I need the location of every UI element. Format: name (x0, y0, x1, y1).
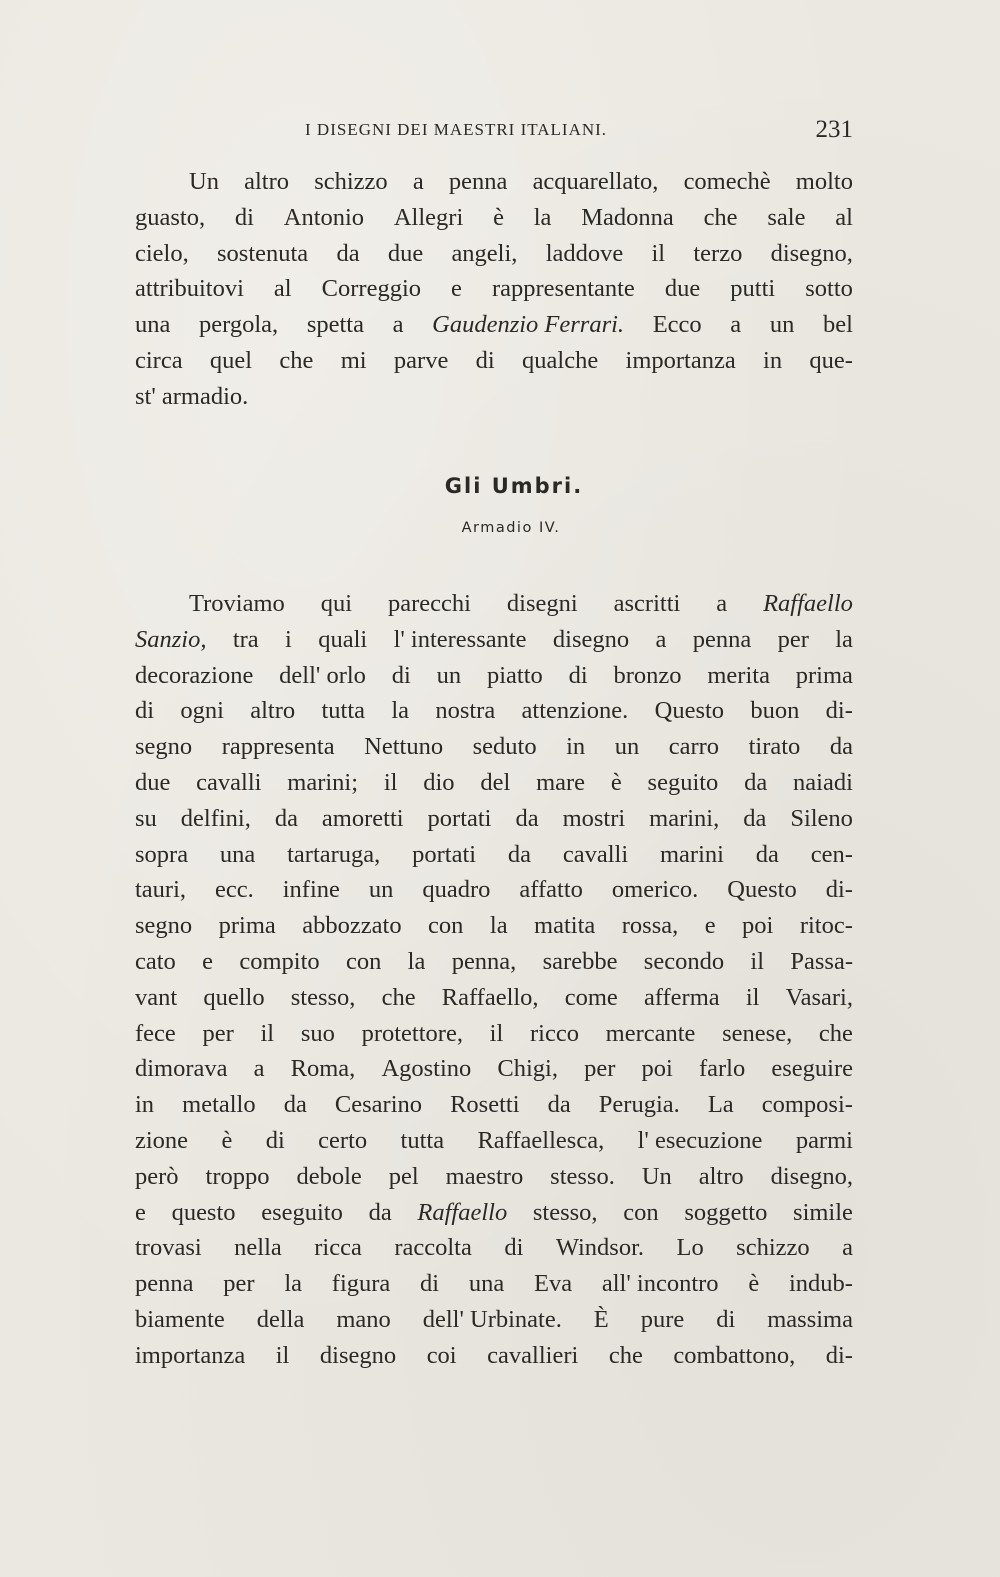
text-line (135, 1195, 853, 1231)
word: da (368, 1198, 392, 1226)
text-line (135, 586, 853, 622)
word: rappresentante (491, 275, 635, 303)
word: poi (641, 1055, 673, 1083)
word: di (234, 203, 254, 231)
text-line (135, 980, 853, 1016)
word: infine (282, 876, 340, 904)
word: con (623, 1198, 659, 1226)
word: molto (795, 168, 853, 195)
word: figura (331, 1270, 391, 1298)
word: Questo (727, 876, 797, 904)
word: mercante (605, 1019, 696, 1047)
word: Antonio (283, 203, 365, 231)
word: di (420, 1270, 440, 1298)
word: sostenuta (217, 239, 309, 267)
text-line (135, 908, 853, 944)
word: rossa, (621, 912, 679, 940)
word: Roma, (290, 1055, 356, 1083)
word: qui (320, 590, 353, 617)
word: nella (234, 1234, 282, 1262)
word: afferma (643, 983, 720, 1011)
word: que- (809, 346, 853, 374)
word: l' esecuzione (637, 1126, 763, 1154)
text-line (135, 164, 853, 200)
word: il (275, 1341, 290, 1369)
word: a (655, 625, 667, 653)
word: dell' Urbinate. (422, 1305, 562, 1333)
word: di- (825, 876, 853, 904)
word: un (769, 311, 795, 339)
word: Rosetti (450, 1091, 520, 1119)
word: un (368, 876, 394, 904)
word: mare (536, 768, 586, 796)
word: stesso. (550, 1162, 615, 1190)
word: da (547, 1091, 571, 1119)
word: per (202, 1019, 234, 1047)
word: questo (171, 1198, 236, 1226)
word: di (265, 1126, 285, 1154)
word: e (451, 275, 462, 303)
word: zione (135, 1126, 189, 1154)
text-line (135, 729, 853, 765)
text-line (135, 693, 853, 729)
word: farlo (698, 1055, 746, 1083)
word: delfini, (180, 804, 251, 832)
word: trovasi (135, 1234, 202, 1262)
word: dimorava (135, 1055, 228, 1083)
word: Vasari, (785, 983, 853, 1011)
text-line (135, 658, 853, 694)
word: cato (135, 947, 176, 975)
word: pure (640, 1305, 685, 1333)
word: naiadi (793, 768, 853, 796)
word: prima (218, 912, 276, 940)
word: simile (793, 1198, 853, 1226)
word: altro (244, 168, 290, 195)
word: disegno, (770, 1162, 853, 1190)
word: a (412, 168, 424, 195)
word: la (835, 625, 853, 653)
word: tutta (400, 1126, 445, 1154)
word: composi- (761, 1091, 853, 1119)
text-line (135, 1338, 853, 1374)
word: è (493, 203, 504, 231)
word: all' incontro (601, 1270, 719, 1298)
page-number: 231 (815, 116, 853, 143)
word: Agostino (381, 1055, 472, 1083)
text-line (135, 1266, 853, 1302)
word: raccolta (394, 1234, 472, 1262)
word: tutta (321, 697, 366, 725)
word: e (202, 947, 214, 975)
word: per (223, 1270, 255, 1298)
word: un (436, 661, 462, 689)
word: quali (318, 625, 368, 653)
word: la (489, 912, 508, 940)
word: e (135, 1198, 146, 1226)
word: troppo (205, 1162, 270, 1190)
word: decorazione (135, 661, 254, 689)
word: Un (641, 1162, 672, 1190)
word: da (274, 804, 298, 832)
word: sarebbe (542, 947, 618, 975)
word: angeli, (451, 239, 518, 267)
word: al (835, 203, 853, 231)
word: guasto, (135, 203, 206, 231)
word: disegno, (770, 239, 853, 267)
word: merita (707, 661, 770, 689)
text-line (135, 1016, 853, 1052)
word: di (568, 661, 588, 689)
word: a (392, 311, 404, 339)
word: con (345, 947, 382, 975)
word: Ecco (652, 311, 702, 339)
word: disegno (552, 625, 630, 653)
word: da (755, 840, 779, 868)
word: nostra (435, 697, 496, 725)
word: Raffaellesca, (477, 1126, 605, 1154)
word: carro (668, 733, 720, 761)
text-line (135, 622, 853, 658)
word: soggetto (684, 1198, 768, 1226)
word: stesso, (532, 1198, 598, 1226)
text-line (135, 765, 853, 801)
word: matita (534, 912, 596, 940)
word: tartaruga, (287, 840, 381, 868)
word: quello (203, 983, 265, 1011)
word: dio (423, 768, 455, 796)
word: da (336, 239, 360, 267)
word: il (260, 1019, 275, 1047)
word: il (745, 983, 760, 1011)
text-line (135, 944, 853, 980)
word: maestro (445, 1162, 524, 1190)
word: da (515, 804, 539, 832)
word: che (608, 1341, 643, 1369)
word: Allegri (393, 203, 464, 231)
word: ricca (314, 1234, 362, 1262)
word: Perugia. (598, 1091, 680, 1119)
text-line (135, 343, 853, 379)
word: della (256, 1305, 305, 1333)
word: su (135, 804, 157, 832)
text-line (135, 1123, 853, 1159)
word: pergola, (199, 311, 279, 339)
word: dell' orlo (279, 661, 366, 689)
text-line (135, 307, 853, 343)
word: importanza (135, 1341, 246, 1369)
word: mostri (562, 804, 626, 832)
word: Raffaello (763, 590, 853, 617)
word: Gaudenzio Ferrari. (432, 311, 625, 339)
word: ritoc- (799, 912, 853, 940)
word: però (135, 1162, 179, 1190)
word: importanza (625, 346, 736, 374)
word: piatto (486, 661, 543, 689)
word: poi (742, 912, 774, 940)
word: laddove (545, 239, 624, 267)
word: qualche (522, 346, 599, 374)
word: schizzo (314, 168, 388, 195)
word: il (489, 1019, 504, 1047)
word: amoretti (321, 804, 404, 832)
word: in (763, 346, 783, 374)
word: mano (336, 1305, 391, 1333)
word: cen- (810, 840, 853, 868)
word: di- (825, 1341, 853, 1369)
word: la (533, 203, 552, 231)
word: marini (660, 840, 724, 868)
word: mi (340, 346, 367, 374)
word: penna (135, 1270, 194, 1298)
word: affatto (519, 876, 583, 904)
word: coi (426, 1341, 457, 1369)
word: circa (135, 346, 183, 374)
word: stesso, (290, 983, 356, 1011)
paragraph-correggio (135, 164, 853, 415)
word: buon (750, 697, 800, 725)
word: putti (730, 275, 776, 303)
word: da (507, 840, 532, 868)
word: attribuitovi (135, 275, 244, 303)
word: secondo (643, 947, 725, 975)
word: sotto (805, 275, 853, 303)
word: l' interessante (393, 625, 527, 653)
word: una (219, 840, 256, 868)
word: di (391, 661, 411, 689)
word: terzo (693, 239, 743, 267)
word: massima (767, 1305, 853, 1333)
word: penna (692, 625, 752, 653)
text-line (135, 872, 853, 908)
word: penna, (451, 947, 517, 975)
word: Madonna (581, 203, 674, 231)
word: parmi (795, 1126, 853, 1154)
word: biamente (135, 1305, 225, 1333)
word: Raffaello, (441, 983, 539, 1011)
word: rappresenta (221, 733, 335, 761)
word: i (285, 625, 292, 653)
word: che (703, 203, 738, 231)
word: che (279, 346, 314, 374)
word: segno (135, 912, 193, 940)
word: omerico. (611, 876, 699, 904)
word: sale (767, 203, 806, 231)
word: Lo (676, 1234, 704, 1262)
word: Sileno (790, 804, 853, 832)
word: da (829, 733, 853, 761)
word: da (744, 768, 768, 796)
word: parve (393, 346, 449, 374)
word: una (135, 311, 171, 339)
word: bel (822, 311, 853, 339)
word: ecc. (215, 876, 254, 904)
word: portati (412, 840, 477, 868)
word: cavalli (196, 768, 262, 796)
word: al (273, 275, 292, 303)
word: st' armadio. (135, 382, 249, 410)
word: spetta (306, 311, 364, 339)
word: Passa- (790, 947, 853, 975)
word: il (750, 947, 765, 975)
word: Chigi, (497, 1055, 558, 1083)
word: è (221, 1126, 233, 1154)
word: è (748, 1270, 760, 1298)
text-line (135, 1302, 853, 1338)
word: tauri, (135, 876, 187, 904)
word: in (135, 1091, 155, 1119)
word: la (407, 947, 426, 975)
word: è (610, 768, 622, 796)
word: eseguito (261, 1198, 343, 1226)
text-line (135, 200, 853, 236)
word: cavallieri (487, 1341, 579, 1369)
word: Questo (654, 697, 725, 725)
word: Eva (534, 1270, 573, 1298)
word: il (651, 239, 666, 267)
word: a (716, 590, 728, 617)
word: attenzione. (521, 697, 629, 725)
word: una (468, 1270, 505, 1298)
word: la (391, 697, 410, 725)
word: la (284, 1270, 303, 1298)
word: cavalli (562, 840, 629, 868)
word: eseguire (771, 1055, 853, 1083)
word: protettore, (361, 1019, 463, 1047)
word: a (842, 1234, 853, 1262)
word: a (730, 311, 742, 339)
word: a (253, 1055, 265, 1083)
word: cielo, (135, 239, 189, 267)
word: tra (232, 625, 259, 653)
word: disegno (319, 1341, 397, 1369)
word: seguito (647, 768, 719, 796)
word: suo (300, 1019, 335, 1047)
word: altro (250, 697, 296, 725)
text-line (135, 1230, 853, 1266)
word: due (135, 768, 171, 796)
word: portati (427, 804, 492, 832)
text-line (135, 1051, 853, 1087)
word: del (480, 768, 511, 796)
word: altro (698, 1162, 744, 1190)
word: senese, (722, 1019, 793, 1047)
running-title: I DISEGNI DEI MAESTRI ITALIANI. (305, 120, 608, 139)
word: penna (448, 168, 508, 195)
word: da (283, 1091, 307, 1119)
word: quadro (422, 876, 491, 904)
word: in (566, 733, 586, 761)
word: vant (135, 983, 178, 1011)
text-line (135, 271, 853, 307)
word: Sanzio, (135, 625, 207, 653)
word: La (707, 1091, 734, 1119)
word: di (475, 346, 495, 374)
word: ricco (529, 1019, 579, 1047)
word: indub- (788, 1270, 853, 1298)
word: pel (388, 1162, 419, 1190)
word: di (135, 697, 155, 725)
word: ascritti (613, 590, 681, 617)
word: combattono, (673, 1341, 796, 1369)
word: che (818, 1019, 853, 1047)
text-line (135, 837, 853, 873)
word: acquarellato, (532, 168, 659, 195)
word: comechè (683, 168, 771, 195)
text-line (135, 801, 853, 837)
word: per (584, 1055, 616, 1083)
word: due (664, 275, 701, 303)
word: Windsor. (555, 1234, 645, 1262)
word: un (614, 733, 640, 761)
word: Correggio (321, 275, 421, 303)
word: per (777, 625, 809, 653)
section-heading: Gli Umbri. (444, 474, 584, 498)
word: Cesarino (334, 1091, 422, 1119)
word: fece (135, 1019, 176, 1047)
word: sopra (135, 840, 189, 868)
word: schizzo (736, 1234, 810, 1262)
word: Troviamo (189, 590, 285, 617)
word: parecchi (387, 590, 471, 617)
word: come (564, 983, 618, 1011)
word: da (743, 804, 767, 832)
word: quel (209, 346, 253, 374)
word: ogni (180, 697, 224, 725)
word: segno (135, 733, 193, 761)
text-line (135, 379, 853, 415)
text-line (135, 1159, 853, 1195)
word: Nettuno (364, 733, 444, 761)
word: di (716, 1305, 736, 1333)
word: certo (318, 1126, 368, 1154)
word: seduto (472, 733, 537, 761)
word: È (593, 1305, 609, 1333)
word: bronzo (613, 661, 682, 689)
word: marini; (287, 768, 359, 796)
word: di (504, 1234, 524, 1262)
section-subheading: Armadio IV. (461, 520, 561, 536)
word: disegni (506, 590, 578, 617)
word: di- (825, 697, 853, 725)
text-line (135, 236, 853, 272)
word: compito (239, 947, 320, 975)
word: metallo (182, 1091, 256, 1119)
word: con (428, 912, 464, 940)
text-line (135, 1087, 853, 1123)
word: prima (795, 661, 853, 689)
word: tirato (748, 733, 801, 761)
paragraph-raffaello (135, 586, 853, 1374)
word: il (383, 768, 398, 796)
word: due (387, 239, 424, 267)
word: debole (296, 1162, 362, 1190)
word: e (704, 912, 716, 940)
word: Raffaello (417, 1198, 508, 1226)
word: marini, (649, 804, 720, 832)
word: che (381, 983, 416, 1011)
word: abbozzato (302, 912, 402, 940)
running-head (135, 116, 853, 150)
word: Un (189, 168, 219, 195)
